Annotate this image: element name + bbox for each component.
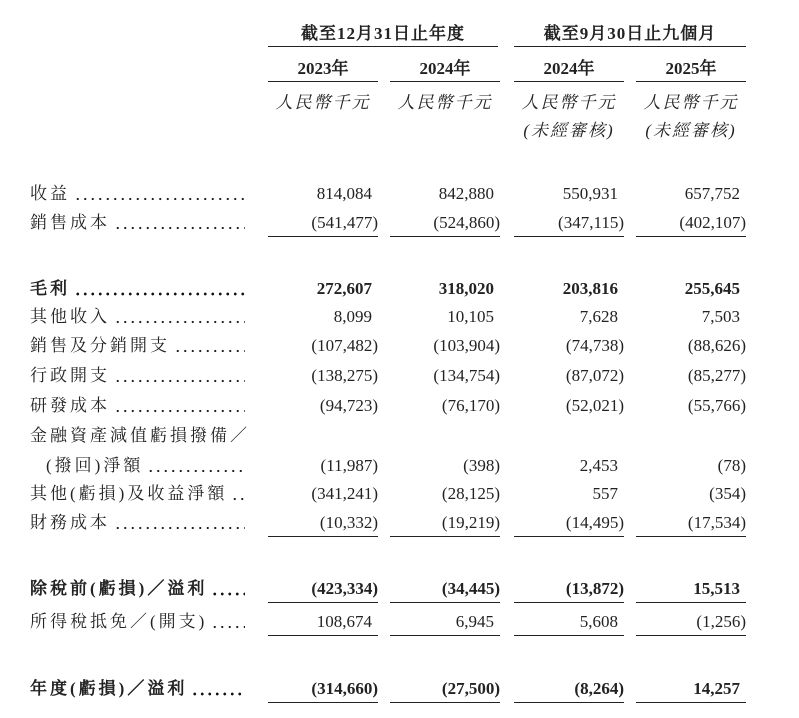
row-label-text: 收益: [30, 184, 70, 203]
row-label: [30, 277, 245, 301]
value-cell: (34,445): [390, 577, 500, 603]
table-row-revenue: [0, 182, 799, 208]
value-cell: 557: [592, 484, 618, 503]
dot-leader: [114, 226, 245, 230]
value-cell: 203,816: [562, 279, 618, 298]
dot-leader: [114, 379, 245, 383]
row-label-text: 除稅前(虧損)／溢利: [30, 579, 208, 598]
table-row-administrative-expenses: [0, 364, 799, 390]
table-row-impairment-label-line1: [0, 424, 799, 450]
row-label: [30, 482, 245, 506]
value-cell: (76,170): [441, 396, 500, 415]
value-cell: (10,332): [268, 511, 378, 537]
period-header-nine-months: 截至9月30日止九個月: [514, 22, 746, 47]
value-cell: (14,495): [514, 511, 624, 537]
row-label-text: 毛利: [30, 279, 70, 298]
table-row-profit-before-tax: [0, 577, 799, 603]
dot-leader: [74, 197, 245, 201]
column-year-header: 2025年: [636, 57, 746, 82]
value-cell: 255,645: [684, 279, 740, 298]
dot-leader: [211, 625, 245, 629]
column-year-header: 2024年: [514, 57, 624, 82]
value-cell: (398): [463, 456, 500, 475]
row-label-text: 年度(虧損)／溢利: [30, 679, 188, 698]
value-cell: (314,660): [268, 677, 378, 703]
value-cell: (74,738): [565, 336, 624, 355]
row-label: [30, 305, 245, 329]
table-row-impairment-net: [0, 454, 799, 480]
row-label-text: 銷售及分銷開支: [30, 336, 170, 355]
value-cell: 15,513: [636, 577, 746, 603]
value-cell: 7,503: [701, 307, 740, 326]
column-unaudited-note: (未經審核): [523, 121, 615, 140]
value-cell: (524,860): [390, 211, 500, 237]
value-cell: 5,608: [514, 610, 624, 636]
value-cell: (8,264): [514, 677, 624, 703]
row-label: [30, 577, 245, 601]
value-cell: (17,534): [636, 511, 746, 537]
row-label-text: 銷售成本: [30, 213, 110, 232]
value-cell: (341,241): [311, 484, 378, 503]
value-cell: 6,945: [390, 610, 500, 636]
value-cell: (88,626): [687, 336, 746, 355]
row-label-text: (撥回)淨額: [46, 456, 144, 475]
row-label: [30, 677, 245, 701]
column-unit: 人民幣千元: [397, 93, 493, 112]
row-label-text: 其他(虧損)及收益淨額: [30, 484, 228, 503]
value-cell: (354): [709, 484, 746, 503]
row-label: [46, 454, 245, 478]
dot-leader: [114, 526, 245, 530]
period-header-full-year: 截至12月31日止年度: [268, 22, 498, 47]
value-cell: (78): [717, 456, 746, 475]
row-label-text: 金融資產減值虧損撥備／: [30, 426, 250, 445]
value-cell: 108,674: [268, 610, 378, 636]
row-label: [30, 334, 245, 358]
value-cell: (107,482): [311, 336, 378, 355]
value-cell: (138,275): [311, 366, 378, 385]
value-cell: (13,872): [514, 577, 624, 603]
row-label-text: 其他收入: [30, 307, 110, 326]
row-label-text: 所得稅抵免／(開支): [30, 612, 208, 631]
row-label: [30, 511, 245, 535]
value-cell: 318,020: [438, 279, 494, 298]
table-row-other-income: [0, 305, 799, 331]
dot-leader: [211, 592, 245, 596]
value-cell: (402,107): [636, 211, 746, 237]
row-label: [30, 610, 245, 634]
table-row-cost-of-sales: [0, 211, 799, 237]
value-cell: (1,256): [636, 610, 746, 636]
row-label-text: 行政開支: [30, 366, 110, 385]
column-unit: 人民幣千元: [643, 93, 739, 112]
row-label-text: 財務成本: [30, 513, 110, 532]
value-cell: (423,334): [268, 577, 378, 603]
table-row-gross-profit: [0, 277, 799, 303]
value-cell: 657,752: [684, 184, 740, 203]
table-row-rnd-costs: [0, 394, 799, 420]
value-cell: 814,084: [316, 184, 372, 203]
value-cell: 272,607: [316, 279, 372, 298]
value-cell: (85,277): [687, 366, 746, 385]
dot-leader: [174, 349, 245, 353]
row-label: [30, 182, 245, 206]
column-unaudited-note: (未經審核): [645, 121, 737, 140]
row-label: [30, 394, 245, 418]
dot-leader: [231, 497, 245, 501]
value-cell: 8,099: [333, 307, 372, 326]
table-row-income-tax: [0, 610, 799, 636]
value-cell: (134,754): [433, 366, 500, 385]
value-cell: (19,219): [390, 511, 500, 537]
value-cell: (103,904): [433, 336, 500, 355]
value-cell: 10,105: [447, 307, 494, 326]
table-row-other-gains-losses: [0, 482, 799, 508]
value-cell: (541,477): [268, 211, 378, 237]
column-unit: 人民幣千元: [521, 93, 617, 112]
value-cell: (28,125): [441, 484, 500, 503]
row-label: [30, 424, 270, 448]
value-cell: (52,021): [565, 396, 624, 415]
value-cell: (94,723): [319, 396, 378, 415]
value-cell: 14,257: [636, 677, 746, 703]
column-year-header: 2023年: [268, 57, 378, 82]
dot-leader: [114, 320, 245, 324]
dot-leader: [114, 409, 245, 413]
column-year-header: 2024年: [390, 57, 500, 82]
row-label: [30, 211, 245, 235]
table-row-selling-distribution-expenses: [0, 334, 799, 360]
value-cell: 550,931: [562, 184, 618, 203]
value-cell: 7,628: [579, 307, 618, 326]
value-cell: (347,115): [514, 211, 624, 237]
row-label-text: 研發成本: [30, 396, 110, 415]
value-cell: (55,766): [687, 396, 746, 415]
value-cell: (87,072): [565, 366, 624, 385]
value-cell: 2,453: [579, 456, 618, 475]
dot-leader: [74, 292, 245, 296]
value-cell: 842,880: [438, 184, 494, 203]
table-row-finance-costs: [0, 511, 799, 537]
value-cell: (11,987): [320, 456, 378, 475]
row-label: [30, 364, 245, 388]
dot-leader: [191, 692, 245, 696]
table-row-profit-for-period: [0, 677, 799, 703]
column-unit: 人民幣千元: [275, 93, 371, 112]
dot-leader: [147, 469, 245, 473]
value-cell: (27,500): [390, 677, 500, 703]
